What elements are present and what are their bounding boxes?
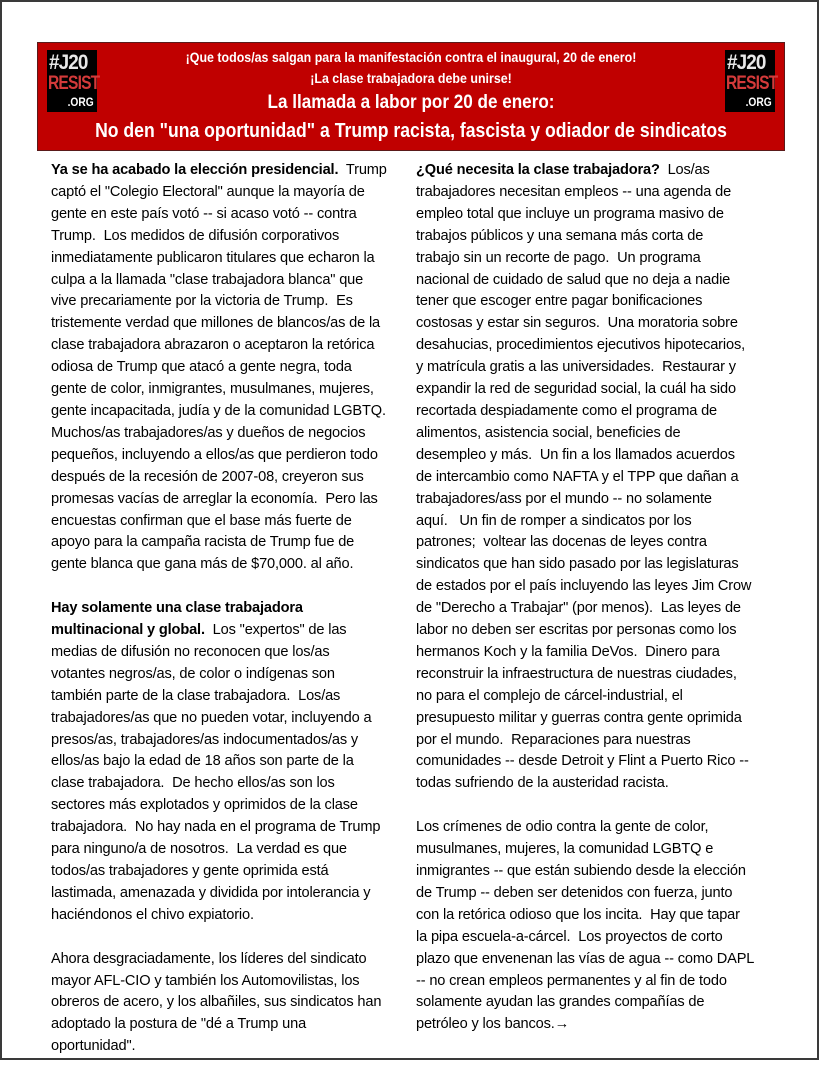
text-line <box>51 445 411 467</box>
text-line <box>51 1036 411 1058</box>
text-line <box>51 1014 411 1036</box>
text-line <box>51 226 411 248</box>
logo-tld: .ORG <box>745 95 772 109</box>
text-line-content: por el mundo. Reparaciones para nuestras <box>416 731 691 748</box>
text-line <box>416 598 788 620</box>
text-line-content: de intercambio como NAFTA y el TPP que dañan a <box>416 468 739 485</box>
text-line <box>51 532 411 554</box>
text-line-content: petróleo y los bancos.→ <box>416 1016 570 1033</box>
text-line <box>416 445 788 467</box>
text-line <box>416 905 788 927</box>
text-line-content: trabajos públicos y una semana más corta de <box>416 227 704 244</box>
text-line <box>51 817 411 839</box>
text-line <box>416 554 788 576</box>
banner-call-to-march: ¡Que todos/as salgan para la manifestación contra el inaugural, 20 de enero! <box>185 50 637 65</box>
text-line <box>416 467 788 489</box>
text-line <box>416 1014 788 1036</box>
text-line <box>416 489 788 511</box>
text-line-content: adoptado la postura de "dé a Trump una <box>51 1016 307 1033</box>
text-line <box>51 248 411 270</box>
text-line-content: después de la recesión de 2007-08, creyeron sus <box>51 468 364 485</box>
text-line <box>51 270 411 292</box>
text-line-content: reconstruir la infraestructura de nuestras ciudades, <box>416 665 737 682</box>
paragraph-lead: Hay solamente una clase trabajadora <box>51 600 303 617</box>
text-line <box>51 905 411 927</box>
text-line <box>51 291 411 313</box>
text-line <box>51 182 411 204</box>
text-line <box>416 270 788 292</box>
text-line-content: costosas y estar sin seguros. Una moratoria sobre <box>416 315 738 332</box>
text-line <box>51 357 411 379</box>
text-line-content: Los crímenes de odio contra la gente de color, <box>416 819 709 836</box>
text-line <box>416 226 788 248</box>
text-line <box>51 839 411 861</box>
right-column <box>416 160 788 1058</box>
text-line-content: trabajo sin un recorte de pago. Un programa <box>416 249 701 266</box>
text-line-content: culpa a la llamada "clase trabajadora blanca" que <box>51 271 364 288</box>
paragraph-hate-crimes <box>416 817 788 1036</box>
text-line <box>416 861 788 883</box>
text-line <box>416 204 788 226</box>
text-line-content: empleo total que incluye un programa masivo de <box>416 205 724 222</box>
text-line <box>51 160 411 182</box>
text-line <box>51 992 411 1014</box>
text-line-content: todas sufriendo de la austeridad racista. <box>416 775 669 792</box>
text-line <box>51 686 411 708</box>
text-line <box>416 730 788 752</box>
banner-title: La llamada a labor por 20 de enero: <box>267 92 555 113</box>
text-line-content: votantes negros/as, de color o indígenas son <box>51 665 335 682</box>
text-line-content: tener que escoger entre pagar bonificaciones <box>416 293 703 310</box>
banner-headline: No den "una oportunidad" a Trump racista, fascista y odiador de sindicatos <box>95 120 727 142</box>
text-line-content: nacional de cuidado de salud que no deja a nadie <box>416 271 731 288</box>
text-line-content: Los/as <box>659 162 710 178</box>
text-line <box>416 160 788 182</box>
text-line <box>416 313 788 335</box>
text-line-content: apoyo para la campaña racista de Trump fue de <box>51 534 355 551</box>
text-line <box>51 708 411 730</box>
text-line-content: gente incapacitada, judía y de la comunidad LGBTQ. <box>51 402 386 419</box>
text-line <box>51 949 411 971</box>
text-line-content: trabajadora. No hay nada en el programa de Trump <box>51 819 381 836</box>
text-line <box>416 532 788 554</box>
text-line <box>51 423 411 445</box>
text-line-content: Muchos/as trabajadores/as y dueños de negocios <box>51 424 366 441</box>
text-line <box>416 773 788 795</box>
text-line-content: trabajadores necesitan empleos -- una agenda de <box>416 183 732 200</box>
text-line-content: de estados por el país incluyendo las leyes Jim Crow <box>416 578 752 595</box>
text-line-content: también parte de la clase trabajadora. Los/as <box>51 687 341 704</box>
text-line-content: expandir la red de seguridad social, la cuál ha sido <box>416 381 736 398</box>
text-line-content: inmigrantes -- que están subiendo desde la elección <box>416 862 746 879</box>
text-line <box>416 949 788 971</box>
text-line <box>416 817 788 839</box>
text-line-content: para ninguno/a de nosotros. La verdad es que <box>51 841 347 858</box>
text-line <box>51 204 411 226</box>
paragraph-lead: Ya se ha acabado la elección presidencial. <box>51 162 339 178</box>
text-line-content: la pipa escuela-a-cárcel. Los proyectos de corto <box>416 928 723 945</box>
text-line-content: de "Derecho a Trabajar" (por menos). Las leyes de <box>416 600 741 617</box>
text-line-content: alimentos, asistencia social, beneficies de <box>416 424 681 441</box>
text-line-content: presupuesto militar y guerras contra gente oprimida <box>416 709 742 726</box>
text-line-content: sectores más explotados y oprimidos de la clase <box>51 797 358 814</box>
text-line-content: gente en este país votó -- si acaso votó -- contra <box>51 205 357 222</box>
text-line <box>51 467 411 489</box>
text-line <box>416 883 788 905</box>
left-column <box>51 160 411 1080</box>
text-line-content: tristemente verdad que millones de blancos/as de la <box>51 315 381 332</box>
text-line <box>416 357 788 379</box>
paragraph-election <box>51 160 411 576</box>
text-line <box>416 511 788 533</box>
banner-unite-line: ¡La clase trabajadora debe unirse! <box>310 71 512 86</box>
paragraph-lead: multinacional y global. <box>51 622 205 639</box>
text-line <box>51 971 411 993</box>
text-line-content: Los "expertos" de las <box>204 622 347 639</box>
text-line <box>51 620 411 642</box>
text-line-content: desempleo y más. Un fin a los llamados acuerdos <box>416 446 735 463</box>
text-line <box>51 642 411 664</box>
text-line-content: todos/as trabajadores y gente oprimida está <box>51 862 329 879</box>
text-line <box>416 620 788 642</box>
text-line <box>51 511 411 533</box>
text-line-content: solamente ayudan las grandes compañías de <box>416 994 705 1011</box>
text-line-content: captó el "Colegio Electoral" aunque la mayoría de <box>51 183 365 200</box>
text-line-content: trabajadores/as que no pueden votar, incluyendo a <box>51 709 372 726</box>
text-line-content: musulmanes, mujeres, la comunidad LGBTQ e <box>416 841 714 858</box>
logo-hashtag: #J20 <box>49 51 88 74</box>
text-line <box>51 598 411 620</box>
text-line <box>416 927 788 949</box>
text-line-content: medias de difusión no reconocen que los/as <box>51 643 330 660</box>
text-line <box>416 248 788 270</box>
text-line <box>416 379 788 401</box>
text-line <box>416 182 788 204</box>
text-line-content: aquí. Un fin de romper a sindicatos por los <box>416 512 692 529</box>
text-line-content: Trump <box>338 162 387 178</box>
text-line-content: ellos/as bajo la edad de 18 años son parte de la <box>51 753 354 770</box>
text-line <box>51 554 411 576</box>
text-line <box>416 751 788 773</box>
text-line-content: presos/as, trabajadores/as indocumentados/as y <box>51 731 359 748</box>
text-line-content: con la retórica odioso que los incita. Hay que tapar <box>416 906 740 923</box>
text-line <box>51 335 411 357</box>
paragraph-lead: ¿Qué necesita la clase trabajadora? <box>416 162 660 178</box>
text-line-content: oportunidad". <box>51 1038 136 1055</box>
text-line <box>416 642 788 664</box>
text-line-content: hermanos Koch y la familia DeVos. Dinero para <box>416 643 720 660</box>
logo-word: RESIST <box>726 73 778 94</box>
text-line-content: mayor AFL-CIO y también los Automovilistas, los <box>51 972 360 989</box>
text-line <box>51 379 411 401</box>
text-line <box>51 664 411 686</box>
text-line-content: encuestas confirman que el base más fuerte de <box>51 512 352 529</box>
text-line <box>416 971 788 993</box>
text-line-content: -- no crean empleos permanentes y al fin de todo <box>416 972 727 989</box>
text-line <box>51 861 411 883</box>
text-line-content: patrones; voltear las docenas de leyes contra <box>416 534 707 551</box>
text-line <box>416 423 788 445</box>
text-line <box>416 664 788 686</box>
text-line-content: trabajadores/ass por el mundo -- no solamente <box>416 490 712 507</box>
text-line <box>416 576 788 598</box>
logo-word: RESIST <box>48 73 100 94</box>
text-line <box>51 751 411 773</box>
text-line <box>416 291 788 313</box>
logo-tld: .ORG <box>67 95 94 109</box>
text-line-content: odiosa de Trump que atacó a gente negra, toda <box>51 359 352 376</box>
text-line <box>51 795 411 817</box>
text-line <box>416 992 788 1014</box>
text-line-content: Trump. Los medidos de difusión corporativos <box>51 227 340 244</box>
text-line <box>51 730 411 752</box>
text-line-content: plazo que envenenan las vías de agua -- como DAPL <box>416 950 755 967</box>
text-line <box>51 401 411 423</box>
paragraph-what-workers-need <box>416 160 788 795</box>
header-banner <box>37 42 785 151</box>
text-line-content: desahucias, procedimientos ejecutivos hipotecarios, <box>416 337 746 354</box>
text-line-content: sindicatos que han sido pasado por las legislaturas <box>416 556 739 573</box>
text-line-content: no para el complejo de cárcel-industrial, el <box>416 687 683 704</box>
text-line-content: obreros de acero, y los albañiles, sus sindicatos han <box>51 994 382 1011</box>
paragraph-one-working-class <box>51 598 411 927</box>
text-line-content: gente blanca que gana más de $70,000. al año. <box>51 556 354 573</box>
text-line-content: vive precariamente por la victoria de Trump. Es <box>51 293 353 310</box>
text-line-content: clase trabajadora abrazaron o aceptaron la retórica <box>51 337 375 354</box>
text-line-content: promesas vacías de arreglar la economía. Pero las <box>51 490 378 507</box>
text-line-content: lastimada, amenazada y dividida por intolerancia y <box>51 884 371 901</box>
text-line <box>416 686 788 708</box>
text-line-content: de Trump -- deben ser detenidos con fuerza, junto <box>416 884 733 901</box>
text-line-content: comunidades -- desde Detroit y Flint a Puerto Rico -- <box>416 753 749 770</box>
text-line-content: haciéndonos el chivo expiatorio. <box>51 906 254 923</box>
paragraph-union-leaders <box>51 949 411 1059</box>
text-line <box>51 883 411 905</box>
text-line-content: clase trabajadora. De hecho ellos/as son los <box>51 775 335 792</box>
text-line-content: labor no deben ser escritas por personas como los <box>416 622 737 639</box>
text-line-content: pequeños, incluyendo a ellos/as que perdieron todo <box>51 446 378 463</box>
text-line-content: y matrícula gratis a las universidades. Restaurar y <box>416 359 736 376</box>
logo-hashtag: #J20 <box>727 51 766 74</box>
text-line <box>416 839 788 861</box>
text-line-content: gente de color, inmigrantes, musulmanes, mujeres, <box>51 381 374 398</box>
text-line <box>416 335 788 357</box>
text-line <box>51 313 411 335</box>
text-line-content: Ahora desgraciadamente, los líderes del sindicato <box>51 950 367 967</box>
text-line-content: inmediatamente publicaron titulares que echaron la <box>51 249 375 266</box>
text-line-content: recortada despiadamente como el programa de <box>416 402 718 419</box>
text-line <box>51 489 411 511</box>
text-line <box>51 773 411 795</box>
text-line <box>416 401 788 423</box>
text-line <box>416 708 788 730</box>
